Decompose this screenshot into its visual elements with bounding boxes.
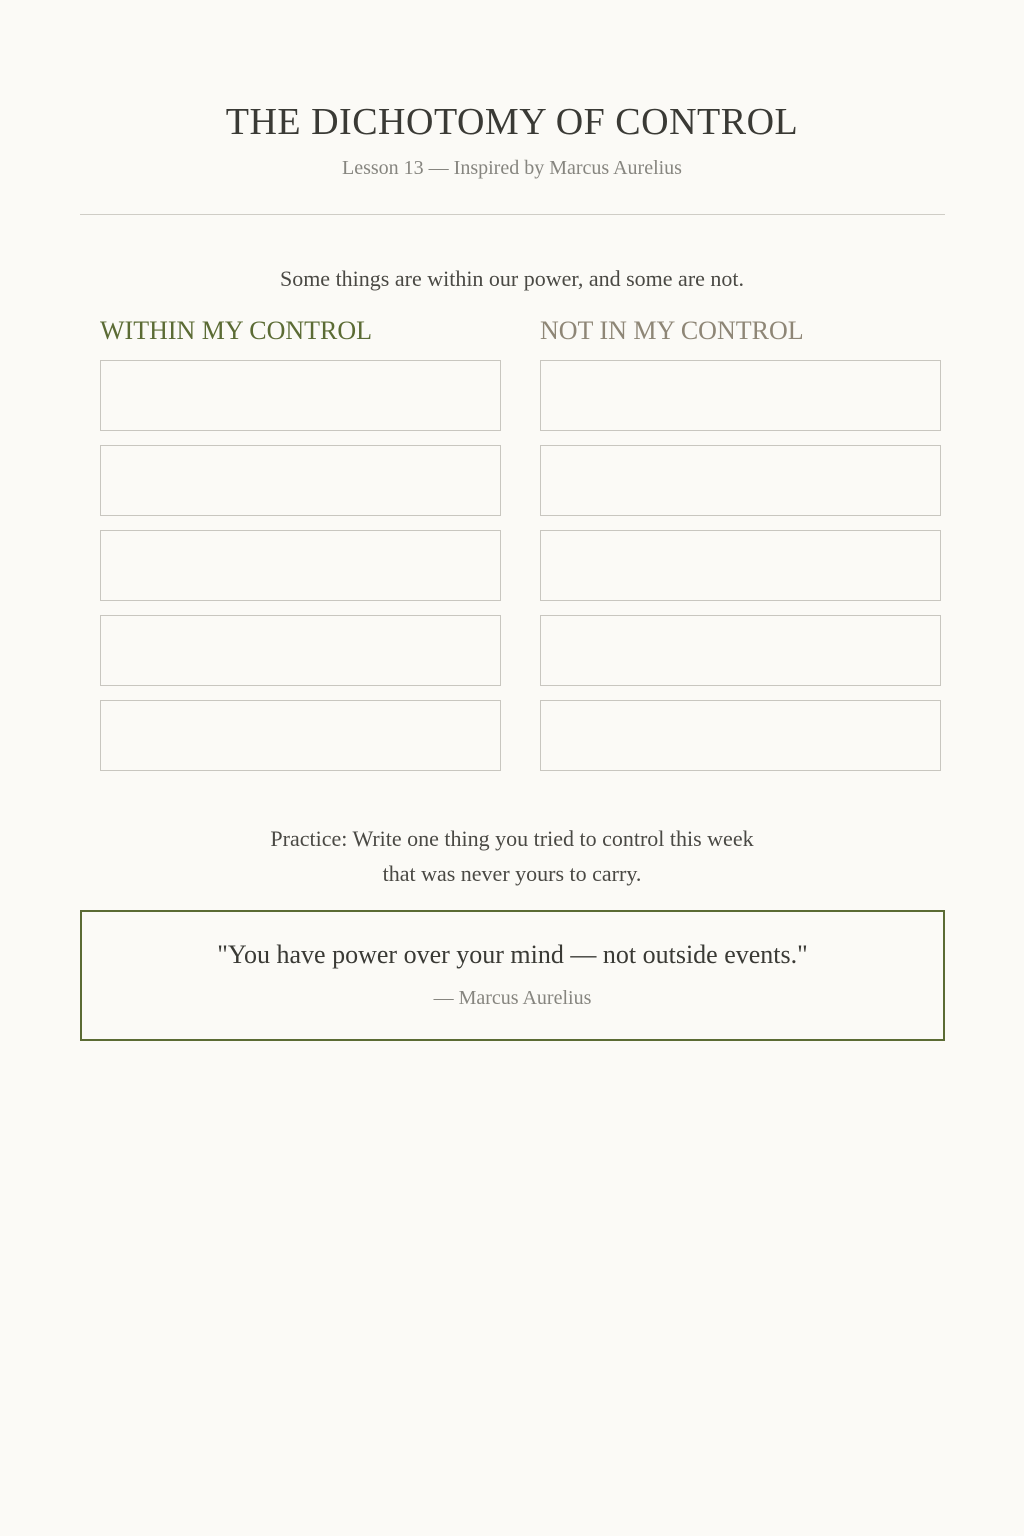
- practice-line-2: that was never yours to carry.: [382, 861, 642, 886]
- within-control-entry-box[interactable]: [100, 360, 501, 431]
- practice-prompt: [0, 821, 1024, 891]
- page-subtitle: Lesson 13 — Inspired by Marcus Aurelius: [342, 157, 682, 179]
- not-in-control-column: [540, 360, 941, 785]
- quote-text: "You have power over your mind — not outside events.": [217, 940, 808, 969]
- within-control-entry-box[interactable]: [100, 615, 501, 686]
- practice-line-1: Practice: Write one thing you tried to control this week: [270, 826, 754, 851]
- quote-author: — Marcus Aurelius: [433, 987, 592, 1009]
- not-in-control-entry-box[interactable]: [540, 530, 941, 601]
- not-in-control-entry-box[interactable]: [540, 615, 941, 686]
- within-control-entry-box[interactable]: [100, 700, 501, 771]
- not-in-control-entry-box[interactable]: [540, 360, 941, 431]
- not-in-control-heading: NOT IN MY CONTROL: [540, 316, 804, 345]
- quote-box: [80, 910, 945, 1041]
- within-control-entry-box[interactable]: [100, 530, 501, 601]
- within-control-heading: WITHIN MY CONTROL: [100, 316, 372, 345]
- within-control-entry-box[interactable]: [100, 445, 501, 516]
- not-in-control-entry-box[interactable]: [540, 445, 941, 516]
- not-in-control-entry-box[interactable]: [540, 700, 941, 771]
- within-control-column: [100, 360, 501, 785]
- header-divider: [80, 214, 945, 215]
- page-title: THE DICHOTOMY OF CONTROL: [225, 101, 799, 143]
- intro-text: Some things are within our power, and some are not.: [279, 266, 745, 291]
